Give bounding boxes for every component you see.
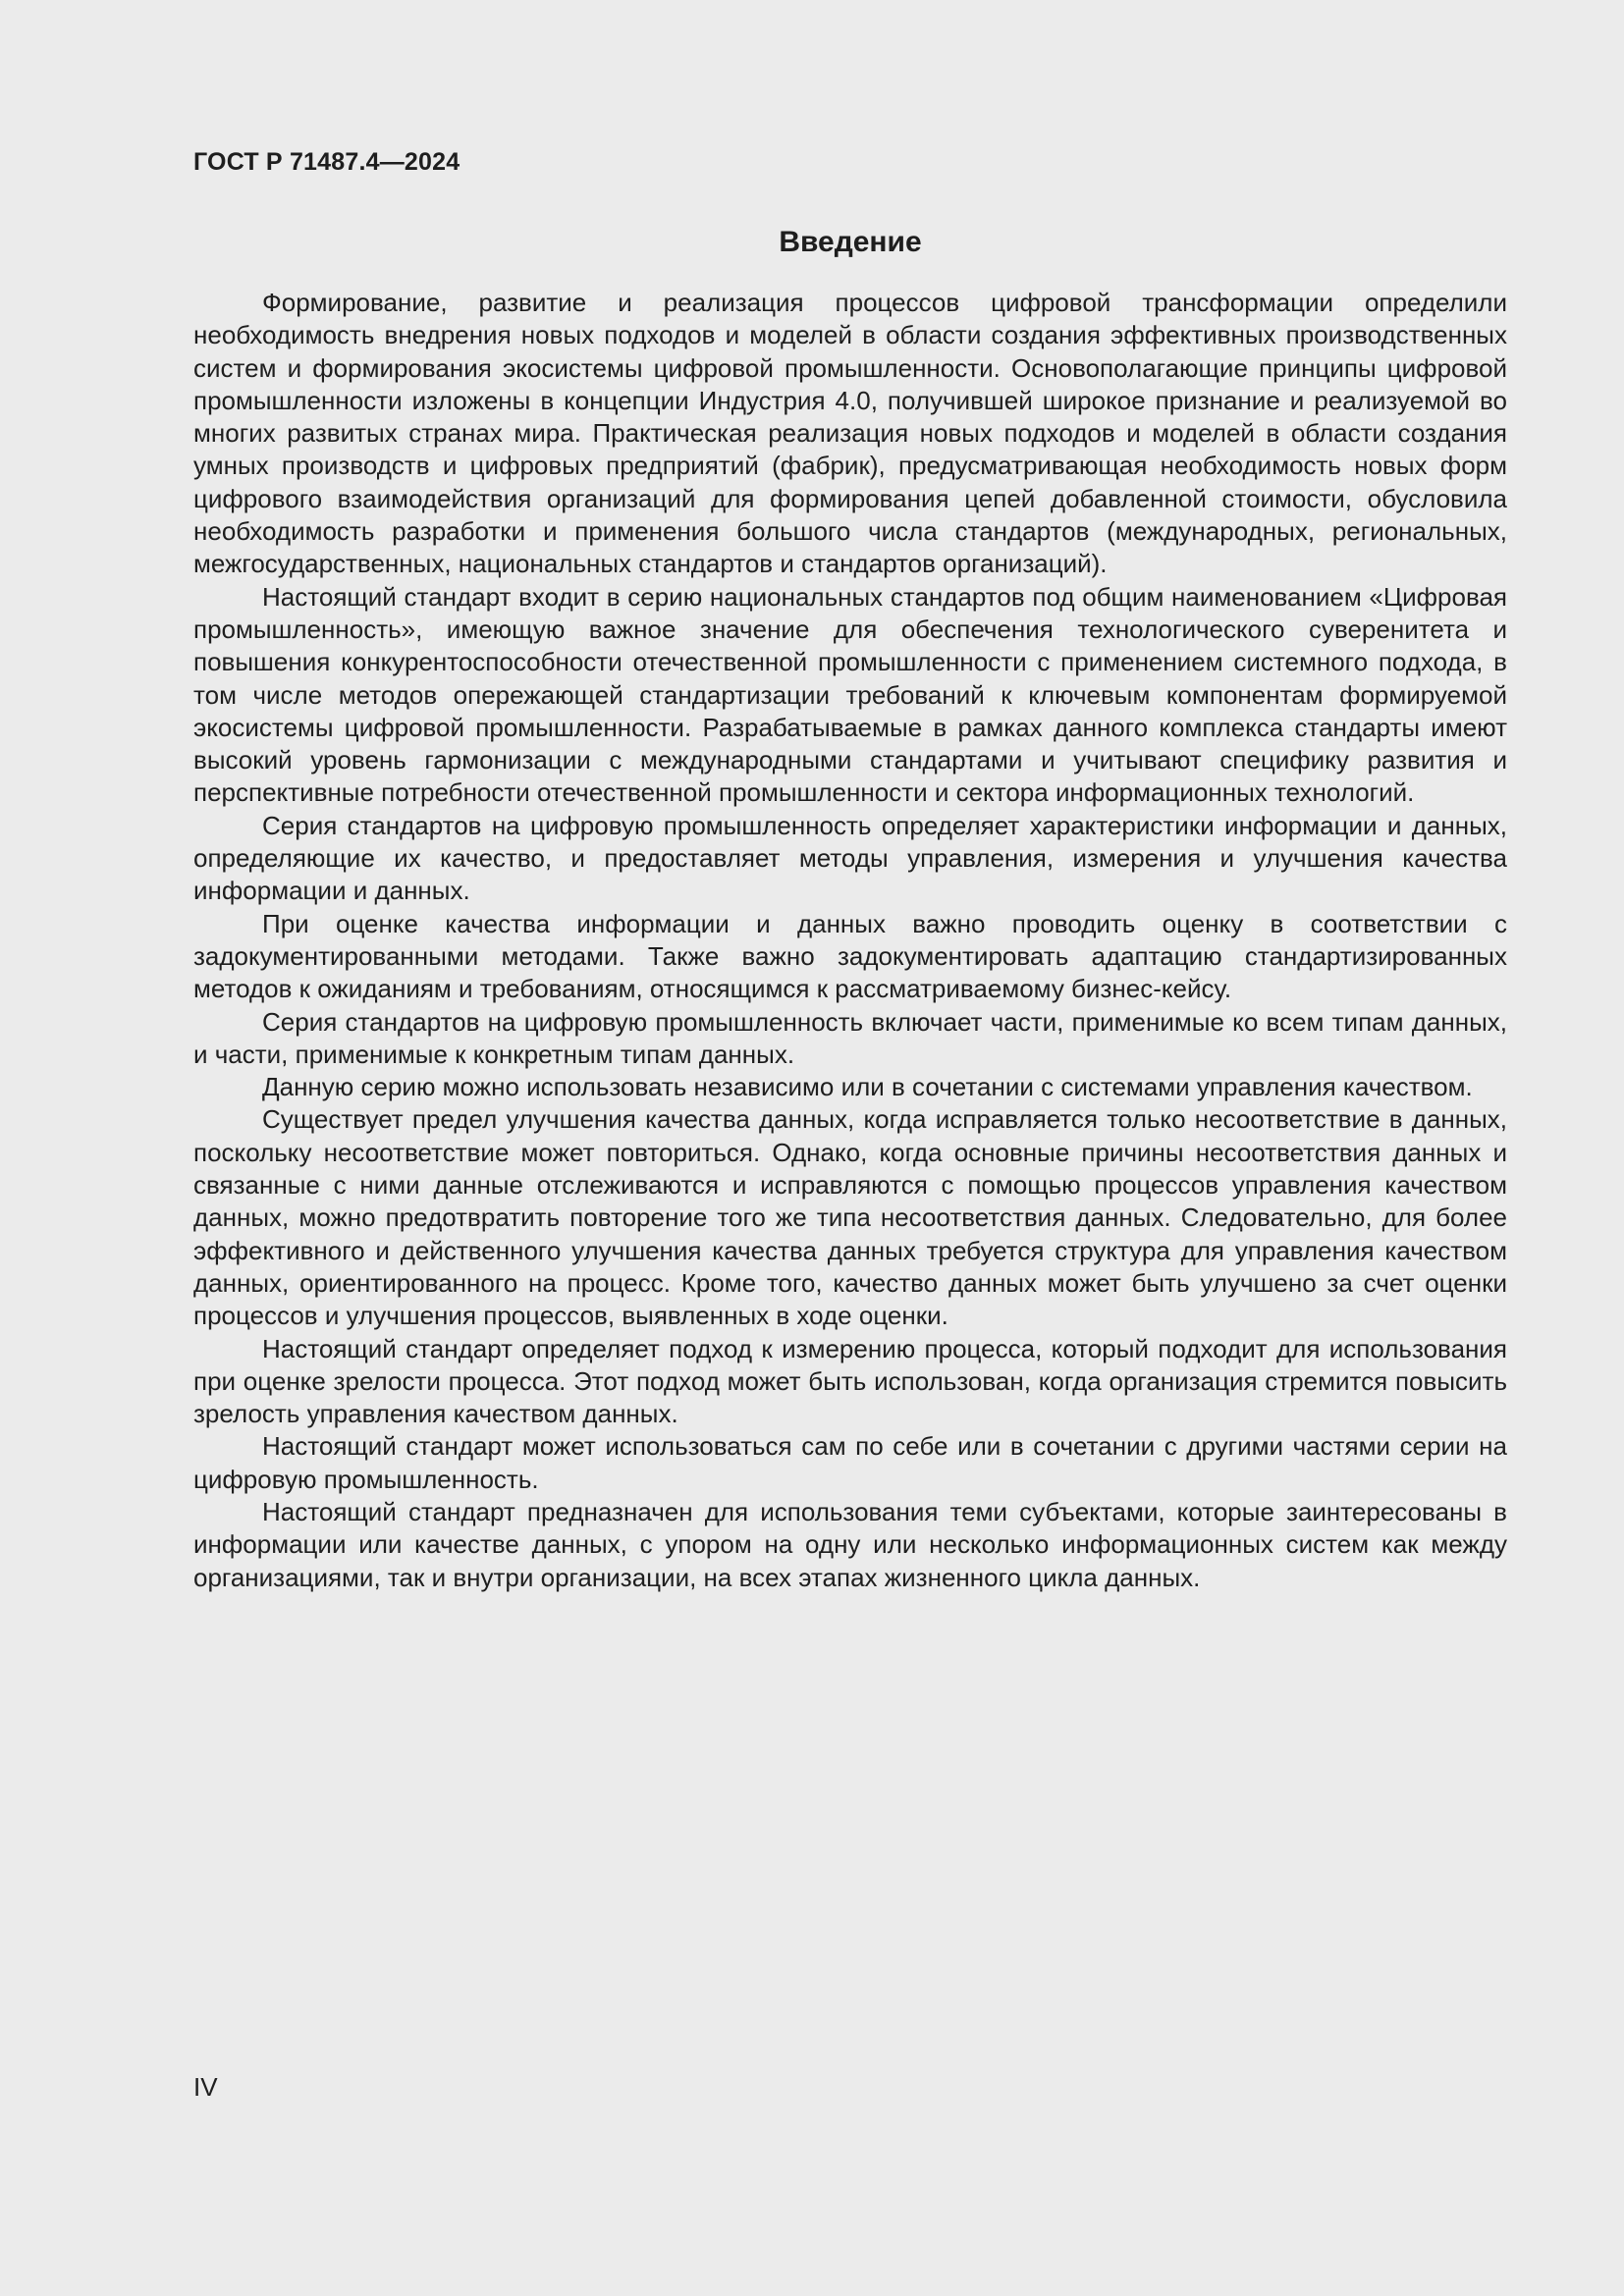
paragraph: Настоящий стандарт предназначен для использования теми субъектами, которые заинтересованы в информации или качестве данных, с упором на одну или несколько информационных систем как между организациями, так и внутри организации, на всех этапах жизненного цикла данных.: [193, 1496, 1507, 1592]
paragraph: Существует предел улучшения качества данных, когда исправляется только несоответствие в данных, поскольку несоответствие может повториться. Однако, когда основные причины несоответствия данных и связанные с ними данные отслеживаются и исправляются с помощью процессов управления качеством данных, можно предотвратить повторение того же типа несоответствия данных. Следовательно, для более эффективного и действенного улучшения качества данных требуется структура для управления качеством данных, ориентированного на процесс. Кроме того, качество данных может быть улучшено за счет оценки процессов и улучшения процессов, выявленных в ходе оценки.: [193, 1104, 1507, 1331]
introduction-body: [193, 287, 1507, 1594]
document-code-header: ГОСТ Р 71487.4—2024: [193, 148, 460, 176]
paragraph: Формирование, развитие и реализация процессов цифровой трансформации определили необходимость внедрения новых подходов и моделей в области создания эффективных производственных систем и формирования экосистемы цифровой промышленности. Основополагающие принципы цифровой промышленности изложены в концепции Индустрия 4.0, получившей широкое признание и реализуемой во многих развитых странах мира. Практическая реализация новых подходов и моделей в области создания умных производств и цифровых предприятий (фабрик), предусматривающая необходимость новых форм цифрового взаимодействия организаций для формирования цепей добавленной стоимости, обусловила необходимость разработки и применения большого числа стандартов (международных, региональных, межгосударственных, национальных стандартов и стандартов организаций).: [193, 288, 1507, 579]
paragraph: При оценке качества информации и данных важно проводить оценку в соответствии с задокументированными методами. Также важно задокументировать адаптацию стандартизированных методов к ожиданиям и требованиям, относящимся к рассматриваемому бизнес-кейсу.: [193, 908, 1507, 1004]
paragraph: Серия стандартов на цифровую промышленность определяет характеристики информации и данных, определяющие их качество, и предоставляет методы управления, измерения и улучшения качества информации и данных.: [193, 810, 1507, 906]
section-title: Введение: [779, 226, 922, 258]
paragraph: Серия стандартов на цифровую промышленность включает части, применимые ко всем типам данных, и части, применимые к конкретным типам данных.: [193, 1006, 1507, 1069]
paragraph: Настоящий стандарт входит в серию национальных стандартов под общим наименованием «Цифровая промышленность», имеющую важное значение для обеспечения технологического суверенитета и повышения конкурентоспособности отечественной промышленности с применением системного подхода, в том числе методов опережающей стандартизации требований к ключевым компонентам формируемой экосистемы цифровой промышленности. Разрабатываемые в рамках данного комплекса стандарты имеют высокий уровень гармонизации с международными стандартами и учитывают специфику развития и перспективные потребности отечественной промышленности и сектора информационных технологий.: [193, 581, 1507, 808]
paragraph: Настоящий стандарт может использоваться сам по себе или в сочетании с другими частями серии на цифровую промышленность.: [193, 1431, 1507, 1494]
paragraph: Данную серию можно использовать независимо или в сочетании с системами управления качеством.: [262, 1072, 1473, 1102]
paragraph: Настоящий стандарт определяет подход к измерению процесса, который подходит для использования при оценке зрелости процесса. Этот подход может быть использован, когда организация стремится повысить зрелость управления качеством данных.: [193, 1333, 1507, 1429]
page-number: IV: [193, 2072, 218, 2102]
